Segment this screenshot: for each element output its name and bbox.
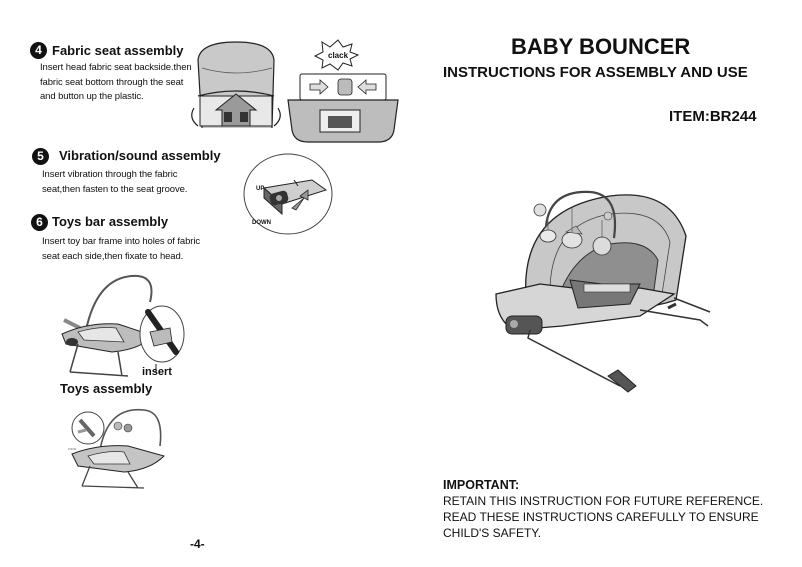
page-title: BABY BOUNCER <box>511 34 691 59</box>
step-5-text <box>42 168 187 197</box>
important-line: READ THESE INSTRUCTIONS CAREFULLY TO ENSURE <box>443 510 759 524</box>
step-5-text-line: Insert vibration through the fabric <box>42 169 178 180</box>
step-4-text <box>40 61 192 105</box>
item-number: ITEM:BR244 <box>669 108 757 125</box>
toys-assembly-illustration <box>68 406 172 490</box>
page-subtitle: INSTRUCTIONS FOR ASSEMBLY AND USE <box>443 64 748 81</box>
step-4-text-line: fabric seat bottom through the seat <box>40 76 184 88</box>
down-label: DOWN <box>252 220 271 226</box>
step-6-number: 6 <box>31 214 48 231</box>
step-6-text-line: seat each side,then fixate to head. <box>42 250 184 262</box>
step-4-text-line: Insert head fabric seat backside.then <box>40 62 192 73</box>
toys-assembly-heading: Toys assembly <box>60 381 153 396</box>
important-text <box>443 493 763 541</box>
clack-label: clack <box>328 51 349 60</box>
important-line: RETAIN THIS INSTRUCTION FOR FUTURE REFERENCE. <box>443 494 764 508</box>
fabric-seat-back-illustration <box>192 38 282 134</box>
step-4-number: 4 <box>30 42 47 59</box>
up-label: UP <box>256 186 265 192</box>
step-6-title: Toys bar assembly <box>52 214 169 229</box>
important-heading: IMPORTANT: <box>443 478 520 492</box>
insert-label: insert <box>142 366 172 378</box>
step-4-title: Fabric seat assembly <box>52 43 184 58</box>
step-6-text <box>42 235 200 264</box>
step-6-text-line: Insert toy bar frame into holes of fabric <box>42 236 201 247</box>
step-5-title: Vibration/sound assembly <box>59 148 221 163</box>
seat-bottom-clack-illustration <box>288 38 398 146</box>
svg-text:••••••: •••••• <box>68 446 77 451</box>
vibration-unit-illustration <box>242 152 334 236</box>
step-5-text-line: seat,then fasten to the seat groove. <box>42 183 188 195</box>
page-number: -4- <box>190 537 205 551</box>
important-line: CHILD'S SAFETY. <box>443 526 542 540</box>
step-4-text-line: and button up the plastic. <box>40 91 144 102</box>
baby-bouncer-illustration <box>490 180 715 395</box>
step-5-number: 5 <box>32 148 49 165</box>
